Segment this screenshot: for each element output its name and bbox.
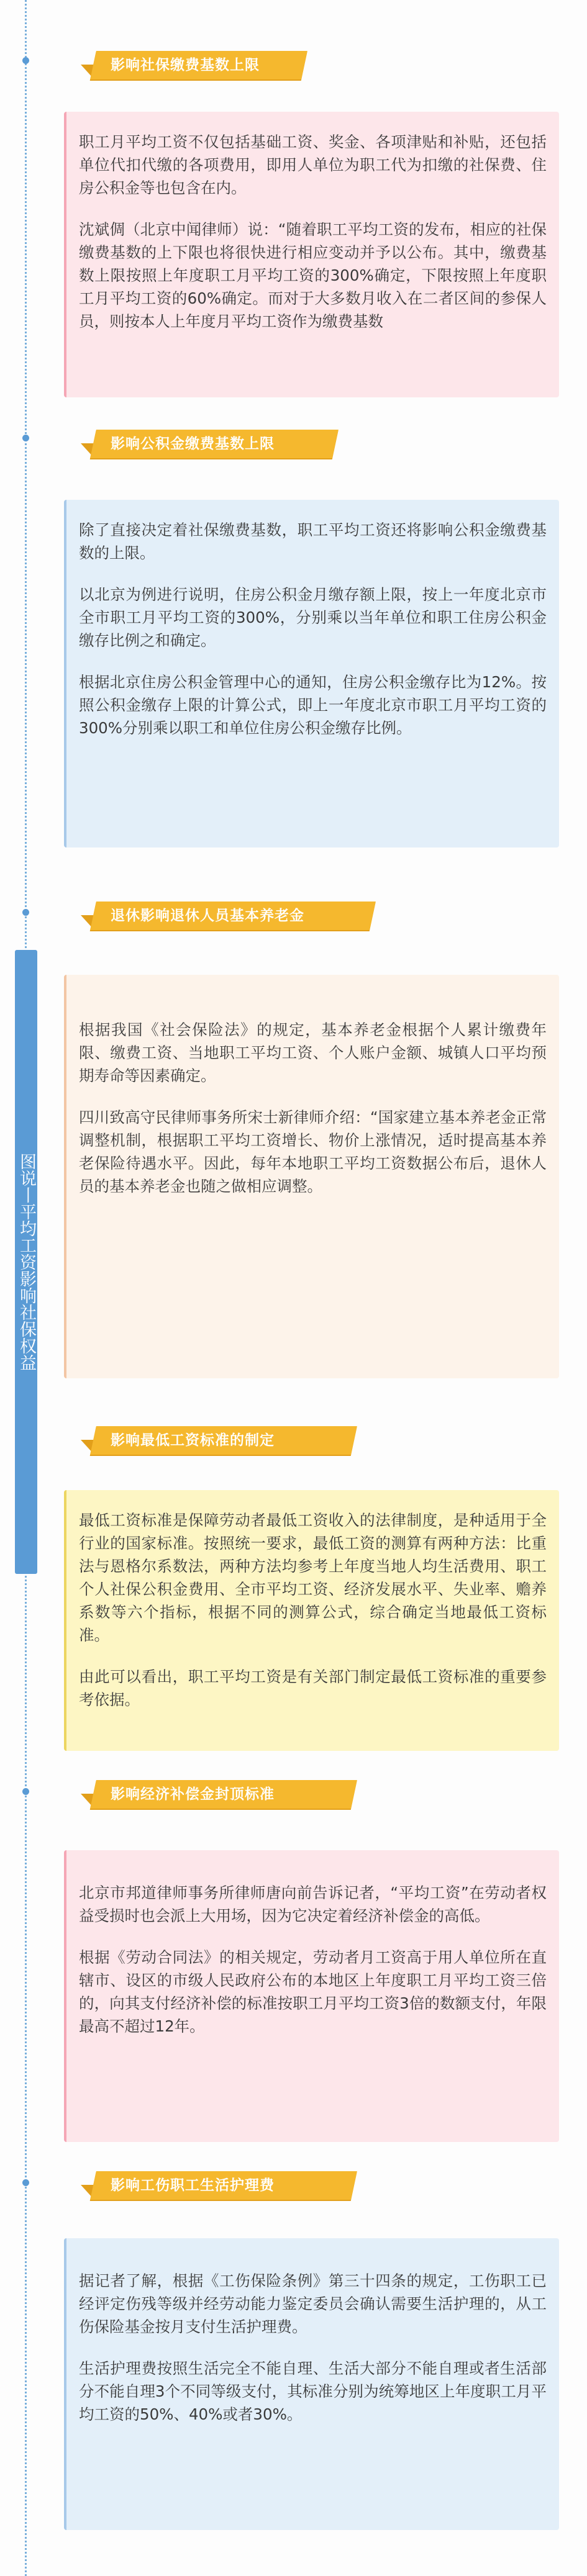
section-box [64, 500, 559, 847]
section-title: 退休影响退休人员基本养老金 [111, 907, 304, 924]
paragraph: 由此可以看出，职工平均工资是有关部门制定最低工资标准的重要参考依据。 [79, 1668, 547, 1709]
section-banner [81, 1773, 360, 1816]
section-box [64, 1490, 559, 1751]
paragraph: 四川致高守民律师事务所宋士新律师介绍：“国家建立基本养老金正常调整机制，根据职工平均工资增长、物价上涨情况，适时提高基本养老保险待遇水平。因此，每年本地职工平均工资数据公布后，退休人员的基本养老金也随之做相应调整。 [79, 1108, 547, 1195]
timeline-dot [22, 2179, 29, 2186]
paragraph: 最低工资标准是保障劳动者最低工资收入的法律制度，是种适用于全行业的国家标准。按照统一要求，最低工资的测算有两种方法：比重法与恩格尔系数法，两种方法均参考上年度当地人均生活费用、职工个人社保公积金费用、全市平均工资、经济发展水平、失业率、赡养系数等六个指标，根据不同的测算公式，综合确定当地最低工资标准。 [79, 1511, 547, 1644]
paragraph: 根据《劳动合同法》的相关规定，劳动者月工资高于用人单位所在直辖市、设区的市级人民政府公布的本地区上年度职工月平均工资三倍的，向其支付经济补偿的标准按职工月平均工资3倍的数额支付，年限最高不超过12年。 [79, 1948, 547, 2035]
section-banner [81, 43, 317, 87]
section-title: 影响公积金缴费基数上限 [111, 435, 275, 452]
timeline-dot [22, 435, 29, 441]
paragraph: 根据北京住房公积金管理中心的通知，住房公积金缴存比为12%。按照公积金缴存上限的计算公式，即上一年度北京市职工月平均工资的300%分别乘以职工和单位住房公积金缴存比例。 [79, 673, 547, 737]
section-title: 影响最低工资标准的制定 [111, 1432, 275, 1448]
paragraph: 北京市邦道律师事务所律师唐向前告诉记者，“平均工资”在劳动者权益受损时也会派上大用场，因为它决定着经济补偿金的高低。 [79, 1884, 547, 1925]
paragraph: 生活护理费按照生活完全不能自理、生活大部分不能自理或者生活部分不能自理3个不同等级支付，其标准分别为统筹地区上年度职工月平均工资的50%、40%或者30%。 [79, 2359, 547, 2423]
paragraph: 据记者了解，根据《工伤保险条例》第三十四条的规定，工伤职工已经评定伤残等级并经劳动能力鉴定委员会确认需要生活护理的，从工伤保险基金按月支付生活护理费。 [79, 2272, 547, 2336]
section-box [64, 2238, 559, 2530]
section-title: 影响经济补偿金封顶标准 [111, 1786, 275, 1802]
paragraph: 以北京为例进行说明，住房公积金月缴存额上限，按上一年度北京市全市职工月平均工资的300%，分别乘以当年单位和职工住房公积金缴存比例之和确定。 [79, 585, 547, 649]
section-banner [81, 2164, 360, 2207]
side-label: 图说丨平均工资影响社保权益 [15, 950, 37, 1574]
section-banner [81, 1419, 360, 1462]
timeline-dot [22, 57, 29, 64]
section-banner [81, 422, 342, 466]
section-box [64, 112, 559, 397]
section-box [64, 1850, 559, 2142]
section-title: 影响工伤职工生活护理费 [111, 2177, 275, 2194]
section-banner [81, 894, 379, 938]
paragraph: 除了直接决定着社保缴费基数，职工平均工资还将影响公积金缴费基数的上限。 [79, 521, 547, 562]
paragraph: 根据我国《社会保险法》的规定，基本养老金根据个人累计缴费年限、缴费工资、当地职工平均工资、个人账户金额、城镇人口平均预期寿命等因素确定。 [79, 1021, 547, 1085]
paragraph: 职工月平均工资不仅包括基础工资、奖金、各项津贴和补贴，还包括单位代扣代缴的各项费用，即用人单位为职工代为扣缴的社保费、住房公积金等也包含在内。 [79, 133, 547, 197]
section-box [64, 975, 559, 1378]
timeline-dot [22, 909, 29, 916]
section-title: 影响社保缴费基数上限 [111, 56, 260, 73]
timeline-dot [22, 1788, 29, 1795]
paragraph: 沈斌倜（北京中闻律师）说：“随着职工平均工资的发布，相应的社保缴费基数的上下限也将很快进行相应变动并予以公布。其中，缴费基数上限按照上年度职工月平均工资的300%确定，下限按照上年度职工月平均工资的60%确定。而对于大多数月收入在二者区间的参保人员，则按本人上年度月平均工资作为缴费基数 [79, 220, 547, 330]
